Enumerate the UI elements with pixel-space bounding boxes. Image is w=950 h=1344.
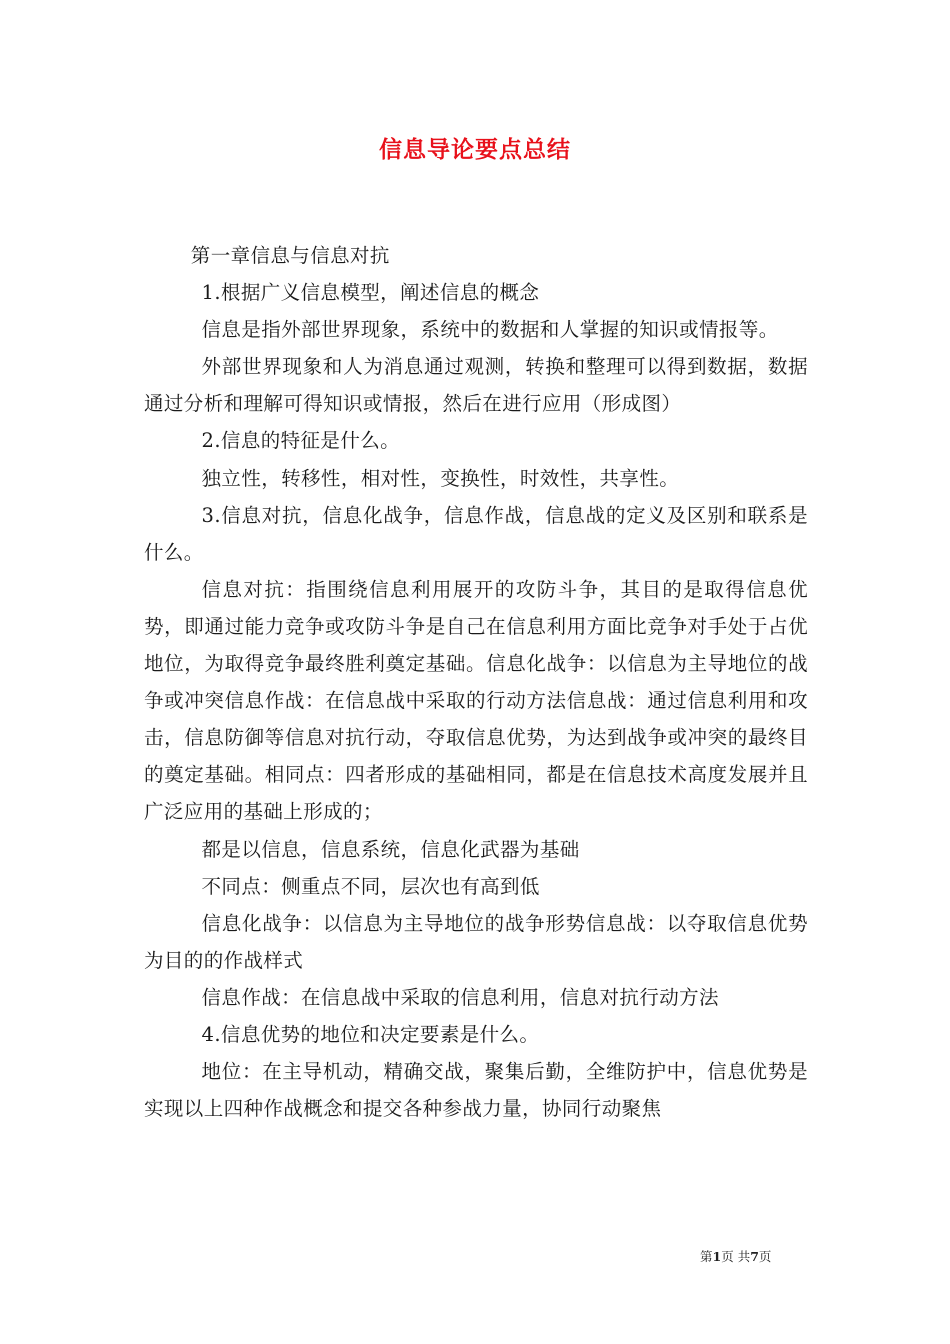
chapter-heading: 第一章信息与信息对抗 — [190, 244, 390, 267]
answer-1a: 信息是指外部世界现象，系统中的数据和人掌握的知识或情报等。 — [201, 318, 779, 342]
question-2: 2.信息的特征是什么。 — [201, 429, 401, 453]
footer-total-pages: 7 — [750, 1249, 759, 1264]
question-1: 1.根据广义信息模型，阐述信息的概念 — [201, 281, 540, 305]
page-footer — [700, 1248, 820, 1266]
answer-4: 地位：在主导机动，精确交战，聚集后勤，全维防护中，信息优势是实现以上四种作战概念和提交各种参战力量，协同行动聚焦 — [144, 1060, 808, 1121]
footer-middle: 页 共 — [721, 1249, 751, 1264]
document-body — [144, 237, 808, 1127]
answer-1b: 外部世界现象和人为消息通过观测，转换和整理可以得到数据，数据通过分析和理解可得知识或情报，然后在进行应用（形成图） — [144, 355, 808, 416]
answer-3c: 不同点：侧重点不同，层次也有高到低 — [201, 874, 540, 898]
footer-suffix: 页 — [758, 1249, 772, 1264]
question-3: 3.信息对抗，信息化战争，信息作战，信息战的定义及区别和联系是什么。 — [144, 503, 808, 564]
answer-3b: 都是以信息，信息系统，信息化武器为基础 — [201, 837, 580, 861]
answer-3d: 信息化战争：以信息为主导地位的战争形势信息战：以夺取信息优势为目的的作战样式 — [144, 911, 808, 972]
footer-page-number: 1 — [712, 1249, 722, 1264]
footer-prefix: 第 — [700, 1249, 713, 1264]
answer-3e: 信息作战：在信息战中采取的信息利用，信息对抗行动方法 — [201, 985, 719, 1009]
answer-2: 独立性，转移性，相对性，变换性，时效性，共享性。 — [201, 466, 680, 490]
question-4: 4.信息优势的地位和决定要素是什么。 — [201, 1022, 540, 1046]
document-title: 信息导论要点总结 — [379, 137, 571, 163]
answer-3a: 信息对抗：指围绕信息利用展开的攻防斗争，其目的是取得信息优势，即通过能力竞争或攻防斗争是自己在信息利用方面比竞争对手处于占优地位，为取得竞争最终胜利奠定基础。信息化战争：以信息为主导地位的战争或冲突信息作战：在信息战中采取的行动方法信息战：通过信息利用和攻击，信息防御等信息对抗行动，夺取信息优势，为达到战争或冲突的最终目的奠定基础。相同点：四者形成的基础相同，都是在信息技术高度发展并且广泛应用的基础上形成的； — [144, 577, 808, 824]
